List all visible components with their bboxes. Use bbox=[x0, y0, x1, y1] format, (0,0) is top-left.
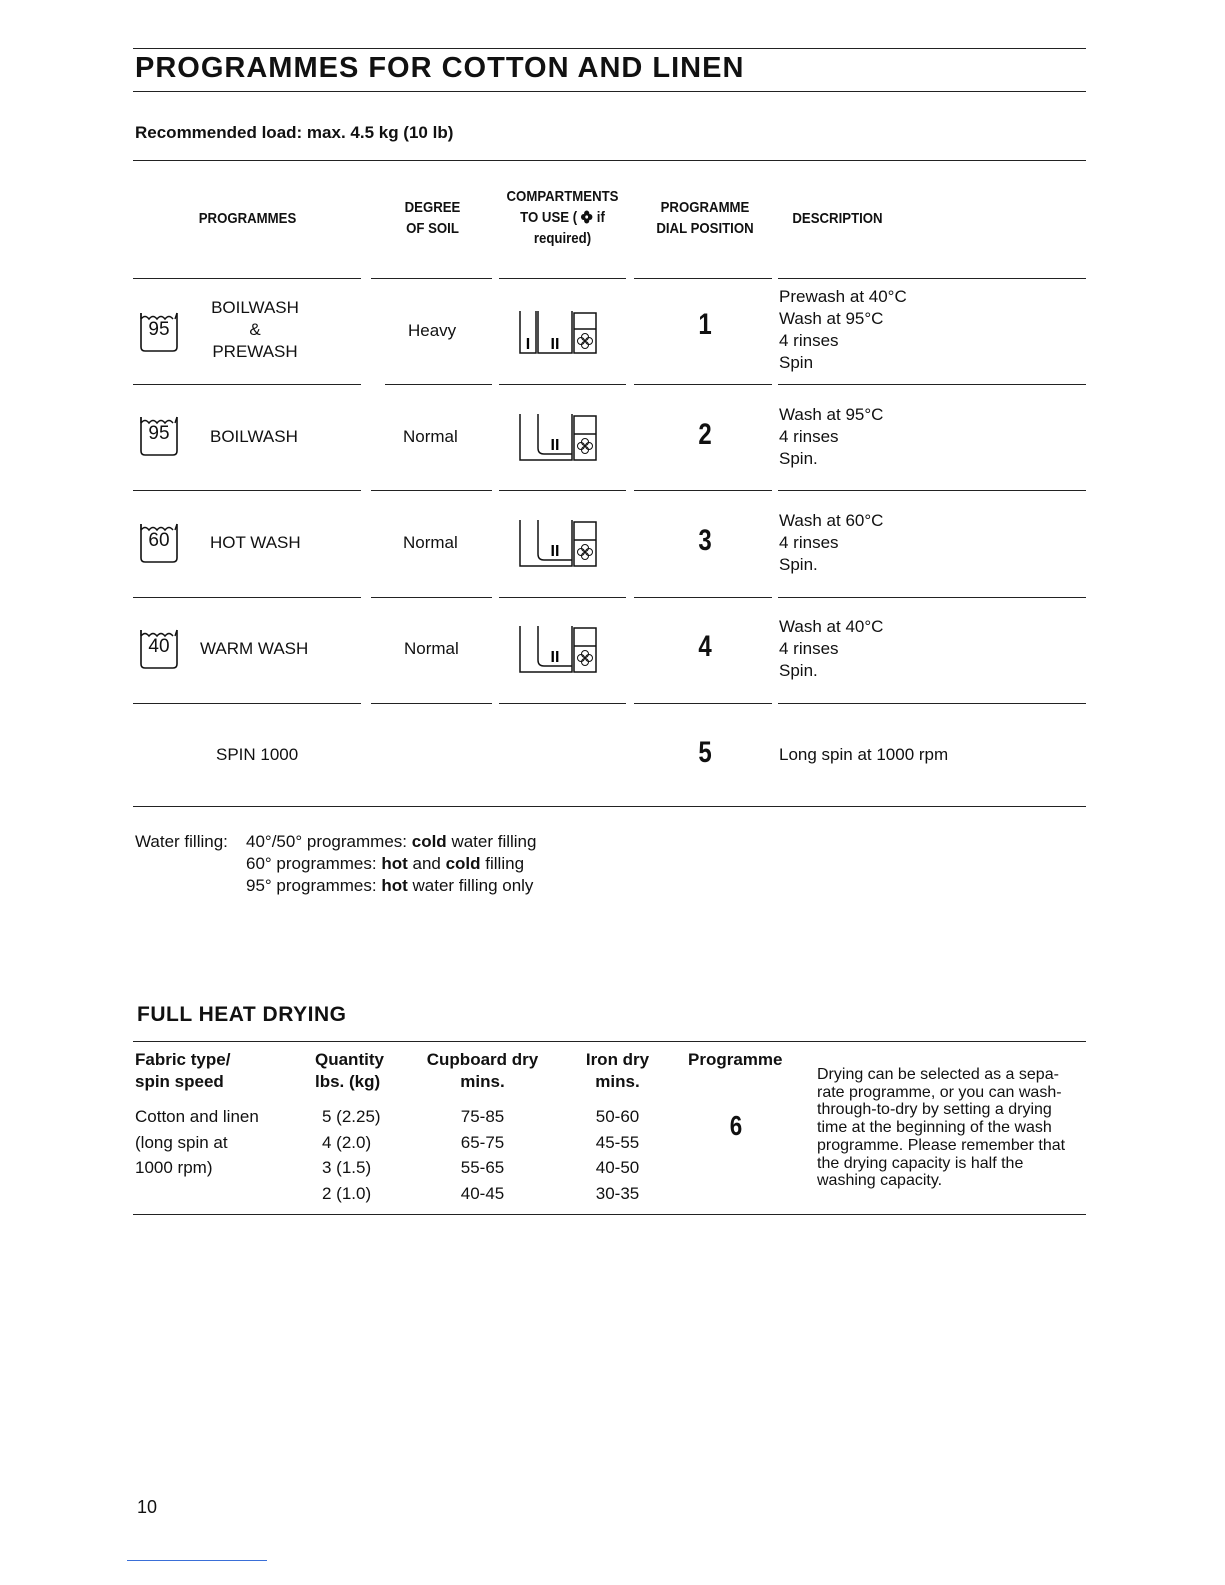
row-rule bbox=[778, 597, 1086, 598]
table-top-rule bbox=[133, 160, 1086, 161]
compartment-II-conditioner-icon bbox=[518, 514, 598, 574]
drying-programme-number: 6 bbox=[729, 1110, 743, 1141]
iron-dry-column: 50-60 45-55 40-50 30-35 bbox=[595, 1107, 640, 1203]
header-iron-dry: Iron dry mins. bbox=[585, 1050, 650, 1091]
row-rule bbox=[133, 384, 361, 385]
row-rule bbox=[371, 278, 492, 279]
compartment-II-conditioner-icon bbox=[518, 408, 598, 468]
dial-position: 1 bbox=[698, 308, 712, 341]
section-title-drying: FULL HEAT DRYING bbox=[137, 1003, 347, 1026]
row-rule bbox=[371, 703, 492, 704]
row-rule bbox=[778, 490, 1086, 491]
header-degree-of-soil: DEGREE OF SOIL bbox=[404, 199, 461, 237]
header-quantity: Quantity lbs. (kg) bbox=[315, 1050, 384, 1091]
row-rule bbox=[133, 490, 361, 491]
compartment-II-conditioner-icon bbox=[518, 620, 598, 680]
svg-text:I: I bbox=[525, 336, 531, 353]
drying-note: Drying can be selected as a sepa- rate programme, or you can wash- through-to-dry by setting a drying time at the beginning of the wash programme. Please remember that the drying capacity is half the washing capacity. bbox=[817, 1066, 1066, 1190]
row-rule bbox=[371, 597, 492, 598]
row-rule bbox=[499, 597, 626, 598]
recommended-load: Recommended load: max. 4.5 kg (10 lb) bbox=[135, 123, 454, 142]
header-programmes: PROGRAMMES bbox=[198, 210, 297, 227]
row-rule bbox=[634, 597, 772, 598]
svg-text:II: II bbox=[550, 543, 560, 560]
row-rule bbox=[499, 703, 626, 704]
page-title: PROGRAMMES FOR COTTON AND LINEN bbox=[135, 52, 745, 84]
description: Wash at 40°C 4 rinses Spin. bbox=[779, 617, 884, 680]
degree-of-soil: Normal bbox=[404, 639, 459, 658]
table-bottom-rule bbox=[133, 806, 1086, 807]
header-dial-position: PROGRAMME DIAL POSITION bbox=[656, 199, 754, 237]
wash-temp-95-icon: 95 bbox=[139, 309, 179, 349]
row-rule bbox=[499, 278, 626, 279]
header-compartments: COMPARTMENTS TO USE ( if required) bbox=[506, 188, 619, 247]
header-programme: Programme bbox=[688, 1050, 783, 1069]
wash-temp-60-icon: 60 bbox=[139, 520, 179, 560]
row-rule bbox=[133, 703, 361, 704]
dial-position: 3 bbox=[698, 524, 712, 557]
title-rule bbox=[133, 91, 1086, 92]
dial-position: 5 bbox=[698, 736, 712, 769]
programme-name: WARM WASH bbox=[200, 639, 309, 658]
compartment-I-II-conditioner-icon bbox=[518, 303, 598, 363]
programme-name: BOILWASH bbox=[210, 427, 298, 446]
conditioner-flower-icon bbox=[581, 210, 593, 224]
water-filling-line: 95° programmes: hot water filling only bbox=[246, 876, 534, 895]
drying-top-rule bbox=[133, 1041, 1086, 1042]
drying-bottom-rule bbox=[133, 1214, 1086, 1215]
row-rule bbox=[133, 597, 361, 598]
row-rule bbox=[778, 703, 1086, 704]
description: Wash at 60°C 4 rinses Spin. bbox=[779, 511, 884, 574]
top-rule bbox=[133, 48, 1086, 49]
row-rule bbox=[634, 384, 772, 385]
row-rule bbox=[778, 278, 1086, 279]
row-rule bbox=[499, 490, 626, 491]
description: Long spin at 1000 rpm bbox=[779, 745, 949, 764]
degree-of-soil: Heavy bbox=[408, 321, 457, 340]
water-filling-line: 40°/50° programmes: cold water filling bbox=[246, 832, 537, 851]
row-rule bbox=[778, 384, 1086, 385]
header-fabric: Fabric type/ spin speed bbox=[135, 1050, 231, 1091]
svg-text:II: II bbox=[550, 336, 560, 353]
page-number: 10 bbox=[137, 1497, 158, 1517]
row-rule bbox=[634, 703, 772, 704]
header-description: DESCRIPTION bbox=[792, 210, 883, 227]
description: Wash at 95°C 4 rinses Spin. bbox=[779, 405, 884, 468]
programme-name: BOILWASH & PREWASH bbox=[211, 298, 299, 361]
wash-temp-40-icon: 40 bbox=[139, 626, 179, 666]
water-filling-line: 60° programmes: hot and cold filling bbox=[246, 854, 525, 873]
header-cupboard-dry: Cupboard dry mins. bbox=[426, 1050, 539, 1091]
row-rule bbox=[385, 384, 492, 385]
dial-position: 4 bbox=[698, 630, 712, 663]
degree-of-soil: Normal bbox=[403, 533, 458, 552]
programme-name: SPIN 1000 bbox=[216, 745, 299, 764]
degree-of-soil: Normal bbox=[403, 427, 458, 446]
row-rule bbox=[133, 278, 361, 279]
row-rule bbox=[634, 278, 772, 279]
water-filling-label: Water filling: bbox=[135, 832, 228, 851]
row-rule bbox=[499, 384, 626, 385]
programme-name: HOT WASH bbox=[210, 533, 301, 552]
dial-position: 2 bbox=[698, 418, 712, 451]
row-rule bbox=[634, 490, 772, 491]
fabric-type: Cotton and linen (long spin at 1000 rpm) bbox=[135, 1107, 259, 1177]
cupboard-dry-column: 75-85 65-75 55-65 40-45 bbox=[460, 1107, 505, 1203]
footer-link-rule bbox=[127, 1560, 267, 1561]
quantity-column: 5 (2.25) 4 (2.0) 3 (1.5) 2 (1.0) bbox=[322, 1107, 381, 1203]
svg-text:II: II bbox=[550, 437, 560, 454]
svg-text:II: II bbox=[550, 649, 560, 666]
row-rule bbox=[371, 490, 492, 491]
description: Prewash at 40°C Wash at 95°C 4 rinses Spin bbox=[779, 287, 907, 372]
wash-temp-95-icon: 95 bbox=[139, 413, 179, 453]
